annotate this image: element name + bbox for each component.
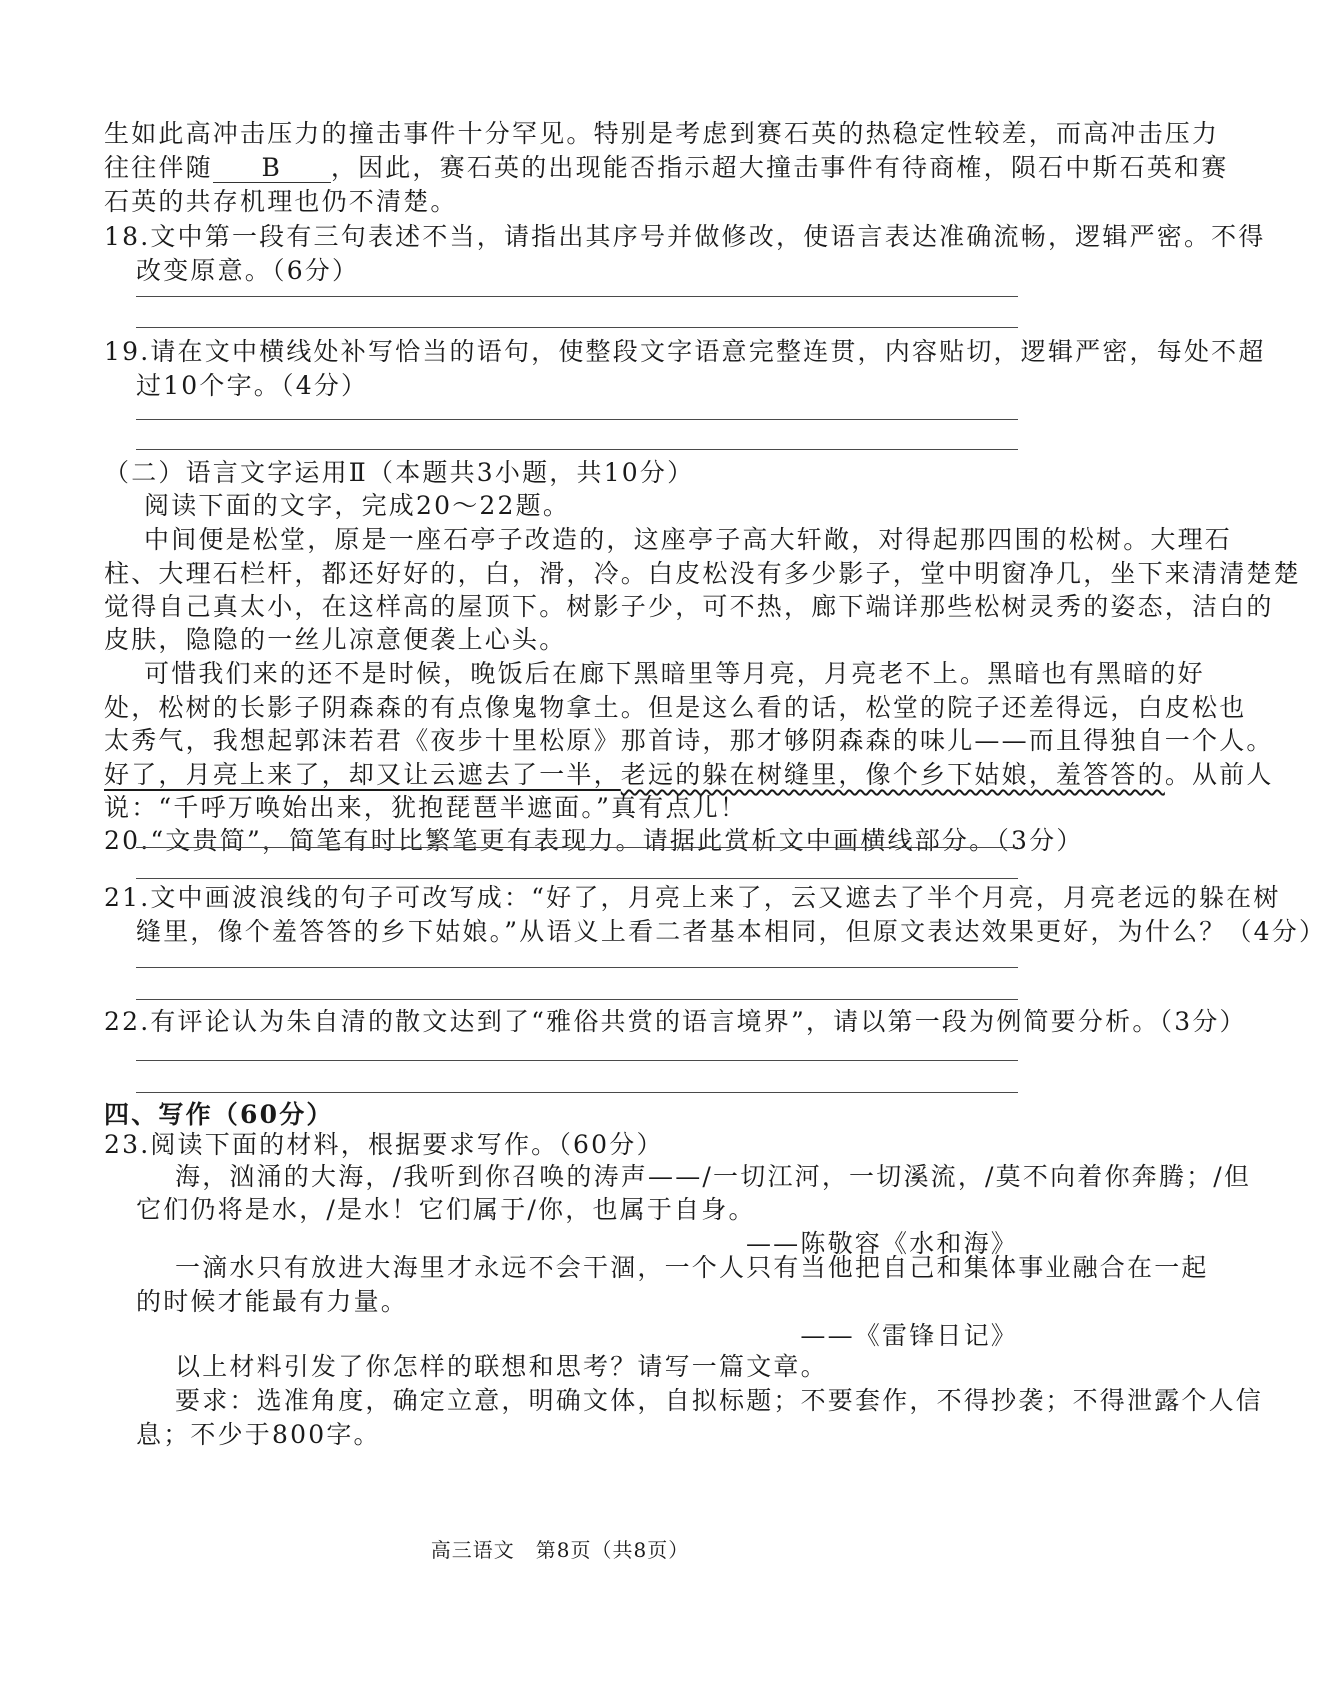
q23-quote-line-1: 一滴水只有放进大海里才永远不会干涸，一个人只有当他把自己和集体事业融合在一起 <box>175 1253 1209 1282</box>
passage-p1-line-1: 中间便是松堂，原是一座石亭子改造的，这座亭子高大轩敞，对得起那四围的松树。大理石 <box>144 525 1233 554</box>
q18-line-2: 改变原意。（6分） <box>136 256 360 285</box>
q20-line-1: 20.“文贵简”，简笔有时比繁笔更有表现力。请据此赏析文中画横线部分。（3分） <box>104 826 1084 855</box>
section2-instruction: 阅读下面的文字，完成20～22题。 <box>144 491 571 520</box>
passage-p1-line-2: 柱、大理石栏杆，都还好好的，白，滑，冷。白皮松没有多少影子，堂中明窗净几，坐下来清清楚楚 <box>104 559 1301 588</box>
intro-line-1: 生如此高冲击压力的撞击事件十分罕见。特别是考虑到赛石英的热稳定性较差，而高冲击压力 <box>104 119 1220 148</box>
underlined-sentence: 好了，月亮上来了，却又让云遮去了一半， <box>104 760 621 789</box>
answer-line-q21-2[interactable] <box>136 999 1018 1000</box>
answer-line-q19-1[interactable] <box>136 419 1018 420</box>
passage-p2-line-1: 可惜我们来的还不是时候，晚饭后在廊下黑暗里等月亮，月亮老不上。黑暗也有黑暗的好 <box>144 659 1205 688</box>
q23-poem-source: ——陈敬容《水和海》 <box>745 1229 1018 1258</box>
q18-line-1: 18.文中第一段有三句表述不当，请指出其序号并做修改，使语言表达准确流畅，逻辑严密。不得 <box>104 222 1266 251</box>
q19-line-2: 过10个字。（4分） <box>136 371 369 400</box>
answer-line-q20-1[interactable] <box>136 847 1018 848</box>
section2-heading: （二）语言文字运用Ⅱ（本题共3小题，共10分） <box>104 458 695 487</box>
passage-p2-line-3: 太秀气，我想起郭沫若君《夜步十里松原》那首诗，那才够阴森森的味儿——而且得独自一个人。 <box>104 726 1274 755</box>
answer-line-q22-2[interactable] <box>136 1092 1018 1093</box>
q23-prompt: 以上材料引发了你怎样的联想和思考？请写一篇文章。 <box>175 1352 828 1381</box>
q22-line-1: 22.有评论认为朱自清的散文达到了“雅俗共赏的语言境界”，请以第一段为例简要分析。（3分） <box>104 1007 1247 1036</box>
q19-line-1: 19.请在文中横线处补写恰当的语句，使整段文字语意完整连贯，内容贴切，逻辑严密，每处不超 <box>104 337 1266 366</box>
q23-line-1: 23.阅读下面的材料，根据要求写作。（60分） <box>104 1130 664 1159</box>
answer-line-q20-2[interactable] <box>136 878 1018 879</box>
intro-line-3: 石英的共存机理也仍不清楚。 <box>104 187 458 216</box>
page-footer: 高三语文 第8页（共8页） <box>430 1538 690 1562</box>
section4-heading: 四、写作（60分） <box>104 1100 334 1129</box>
passage-p2-line-2: 处，松树的长影子阴森森的有点像鬼物拿土。但是这么看的话，松堂的院子还差得远，白皮松也 <box>104 693 1247 722</box>
q23-poem-line-1: 海，汹涌的大海，/我听到你召唤的涛声——/一切江河，一切溪流，/莫不向着你奔腾；/但 <box>175 1162 1252 1191</box>
blank-b: B <box>213 154 331 183</box>
intro-line-2-before: 往往伴随 <box>104 153 213 182</box>
passage-p2-line-4-rest: 。从前人 <box>1164 760 1274 789</box>
intro-line-2-after: ，因此，赛石英的出现能否指示超大撞击事件有待商榷，陨石中斯石英和赛 <box>330 153 1229 182</box>
q21-line-2: 缝里，像个羞答答的乡下姑娘。”从语义上看二者基本相同，但原文表达效果更好，为什么？（4分） <box>136 917 1326 946</box>
passage-p2-line-5: 说：“千呼万唤始出来，犹抱琵琶半遮面。”真有点儿！ <box>104 793 748 822</box>
answer-line-q21-1[interactable] <box>136 967 1018 968</box>
q23-poem-line-2: 它们仍将是水，/是水！它们属于/你，也属于自身。 <box>136 1195 756 1224</box>
passage-p1-line-3: 觉得自己真太小，在这样高的屋顶下。树影子少，可不热，廊下端详那些松树灵秀的姿态，洁白的 <box>104 592 1274 621</box>
q23-requirements-line-2: 息；不少于800字。 <box>136 1420 381 1449</box>
q21-line-1: 21.文中画波浪线的句子可改写成：“好了，月亮上来了，云又遮去了半个月亮，月亮老远的躲在树 <box>104 883 1281 912</box>
q23-requirements-line-1: 要求：选准角度，确定立意，明确文体，自拟标题；不要套作，不得抄袭；不得泄露个人信 <box>175 1386 1264 1415</box>
q23-quote-line-2: 的时候才能最有力量。 <box>136 1287 409 1316</box>
q23-quote-source: ——《雷锋日记》 <box>800 1321 1018 1350</box>
passage-p1-line-4: 皮肤，隐隐的一丝儿凉意便袭上心头。 <box>104 625 567 654</box>
answer-line-q18-1[interactable] <box>136 296 1018 297</box>
passage-p2-line-4 <box>104 757 1274 793</box>
answer-line-q22-1[interactable] <box>136 1060 1018 1061</box>
wavy-underlined-sentence: 老远的躲在树缝里，像个乡下姑娘，羞答答的 <box>620 760 1165 789</box>
intro-line-2 <box>104 150 1228 186</box>
answer-line-q18-2[interactable] <box>136 327 1018 328</box>
answer-line-q19-2[interactable] <box>136 449 1018 450</box>
